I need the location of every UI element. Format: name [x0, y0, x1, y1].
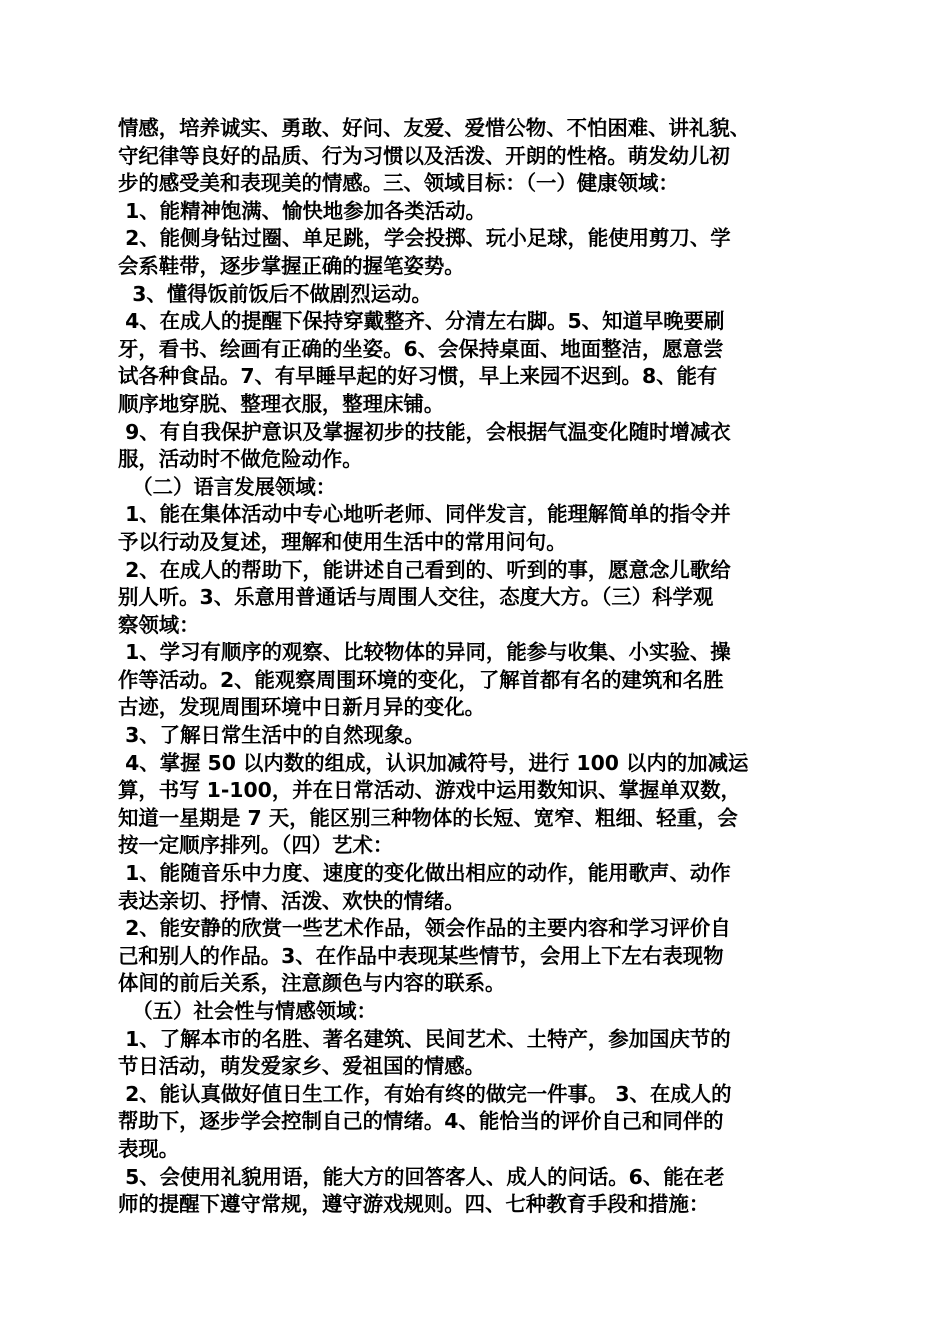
- text-line: 4、掌握 50 以内数的组成，认识加减符号，进行 100 以内的加减运: [118, 750, 749, 775]
- text-line: 顺序地穿脱、整理衣服，整理床铺。: [118, 391, 445, 416]
- text-line: 情感，培养诚实、勇敢、好问、友爱、爱惜公物、不怕困难、讲礼貌、: [118, 116, 751, 140]
- text-line: 帮助下，逐步学会控制自己的情绪。4、能恰当的评价自己和同伴的: [118, 1109, 724, 1134]
- text-line: 体间的前后关系，注意颜色与内容的联系。: [118, 971, 506, 996]
- text-line: 1、能随音乐中力度、速度的变化做出相应的动作，能用歌声、动作: [118, 861, 731, 886]
- text-line: 2、能侧身钻过圈、单足跳，学会投掷、玩小足球，能使用剪刀、学: [118, 226, 731, 251]
- text-line: 牙，看书、绘画有正确的坐姿。6、会保持桌面、地面整洁，愿意尝: [118, 336, 724, 361]
- text-line: 作等活动。2、能观察周围环境的变化，了解首都有名的建筑和名胜: [118, 667, 724, 692]
- text-line: 步的感受美和表现美的情感。三、领域目标：（一）健康领域：: [118, 171, 679, 196]
- text-line: 别人听。3、乐意用普通话与周围人交往，态度大方。（三）科学观: [118, 585, 714, 610]
- text-line: 表达亲切、抒情、活泼、欢快的情绪。: [118, 888, 465, 913]
- text-line: 守纪律等良好的品质、行为习惯以及活泼、开朗的性格。萌发幼儿初: [118, 143, 730, 168]
- text-line: 1、学习有顺序的观察、比较物体的异同，能参与收集、小实验、操: [118, 640, 731, 665]
- text-line: 古迹，发现周围环境中日新月异的变化。: [118, 695, 486, 720]
- text-line: 3、懂得饭前饭后不做剧烈运动。: [118, 281, 432, 306]
- text-line: 会系鞋带，逐步掌握正确的握笔姿势。: [118, 253, 465, 278]
- text-line: 9、有自我保护意识及掌握初步的技能，会根据气温变化随时增减衣: [118, 419, 731, 444]
- text-line: 2、能认真做好值日生工作，有始有终的做完一件事。 3、在成人的: [118, 1081, 732, 1106]
- text-line: 按一定顺序排列。（四）艺术：: [118, 833, 394, 858]
- text-line: 算，书写 1-100，并在日常活动、游戏中运用数知识、掌握单双数，: [118, 778, 741, 803]
- text-line: （五）社会性与情感领域：: [118, 999, 377, 1023]
- text-line: 予以行动及复述，理解和使用生活中的常用问句。: [118, 529, 567, 554]
- text-line: （二）语言发展领域：: [118, 474, 337, 499]
- text-line: 1、了解本市的名胜、著名建筑、民间艺术、土特产，参加国庆节的: [118, 1026, 731, 1051]
- text-line: 师的提醒下遵守常规，遵守游戏规则。四、七种教育手段和措施：: [118, 1192, 710, 1217]
- text-line: 表现。: [118, 1136, 180, 1161]
- text-line: 知道一星期是 7 天，能区别三种物体的长短、宽窄、粗细、轻重，会: [118, 805, 738, 830]
- document-page: [118, 115, 838, 1219]
- text-line: 试各种食品。7、有早睡早起的好习惯，早上来园不迟到。8、能有: [118, 364, 718, 389]
- text-line: 察领域：: [118, 612, 200, 637]
- text-line: 节日活动，萌发爱家乡、爱祖国的情感。: [118, 1054, 486, 1079]
- text-line: 服，活动时不做危险动作。: [118, 447, 363, 472]
- text-line: 1、能在集体活动中专心地听老师、同伴发言，能理解简单的指令并: [118, 502, 731, 527]
- text-line: 2、在成人的帮助下，能讲述自己看到的、听到的事，愿意念儿歌给: [118, 557, 731, 582]
- text-line: 4、在成人的提醒下保持穿戴整齐、分清左右脚。5、知道早晚要刷: [118, 309, 725, 334]
- text-line: 5、会使用礼貌用语，能大方的回答客人、成人的问话。6、能在老: [118, 1164, 725, 1189]
- text-line: 3、了解日常生活中的自然现象。: [118, 723, 425, 748]
- text-line: 己和别人的作品。3、在作品中表现某些情节，会用上下左右表现物: [118, 943, 724, 968]
- text-line: 2、能安静的欣赏一些艺术作品，领会作品的主要内容和学习评价自: [118, 916, 731, 941]
- text-line: 1、能精神饱满、愉快地参加各类活动。: [118, 198, 486, 223]
